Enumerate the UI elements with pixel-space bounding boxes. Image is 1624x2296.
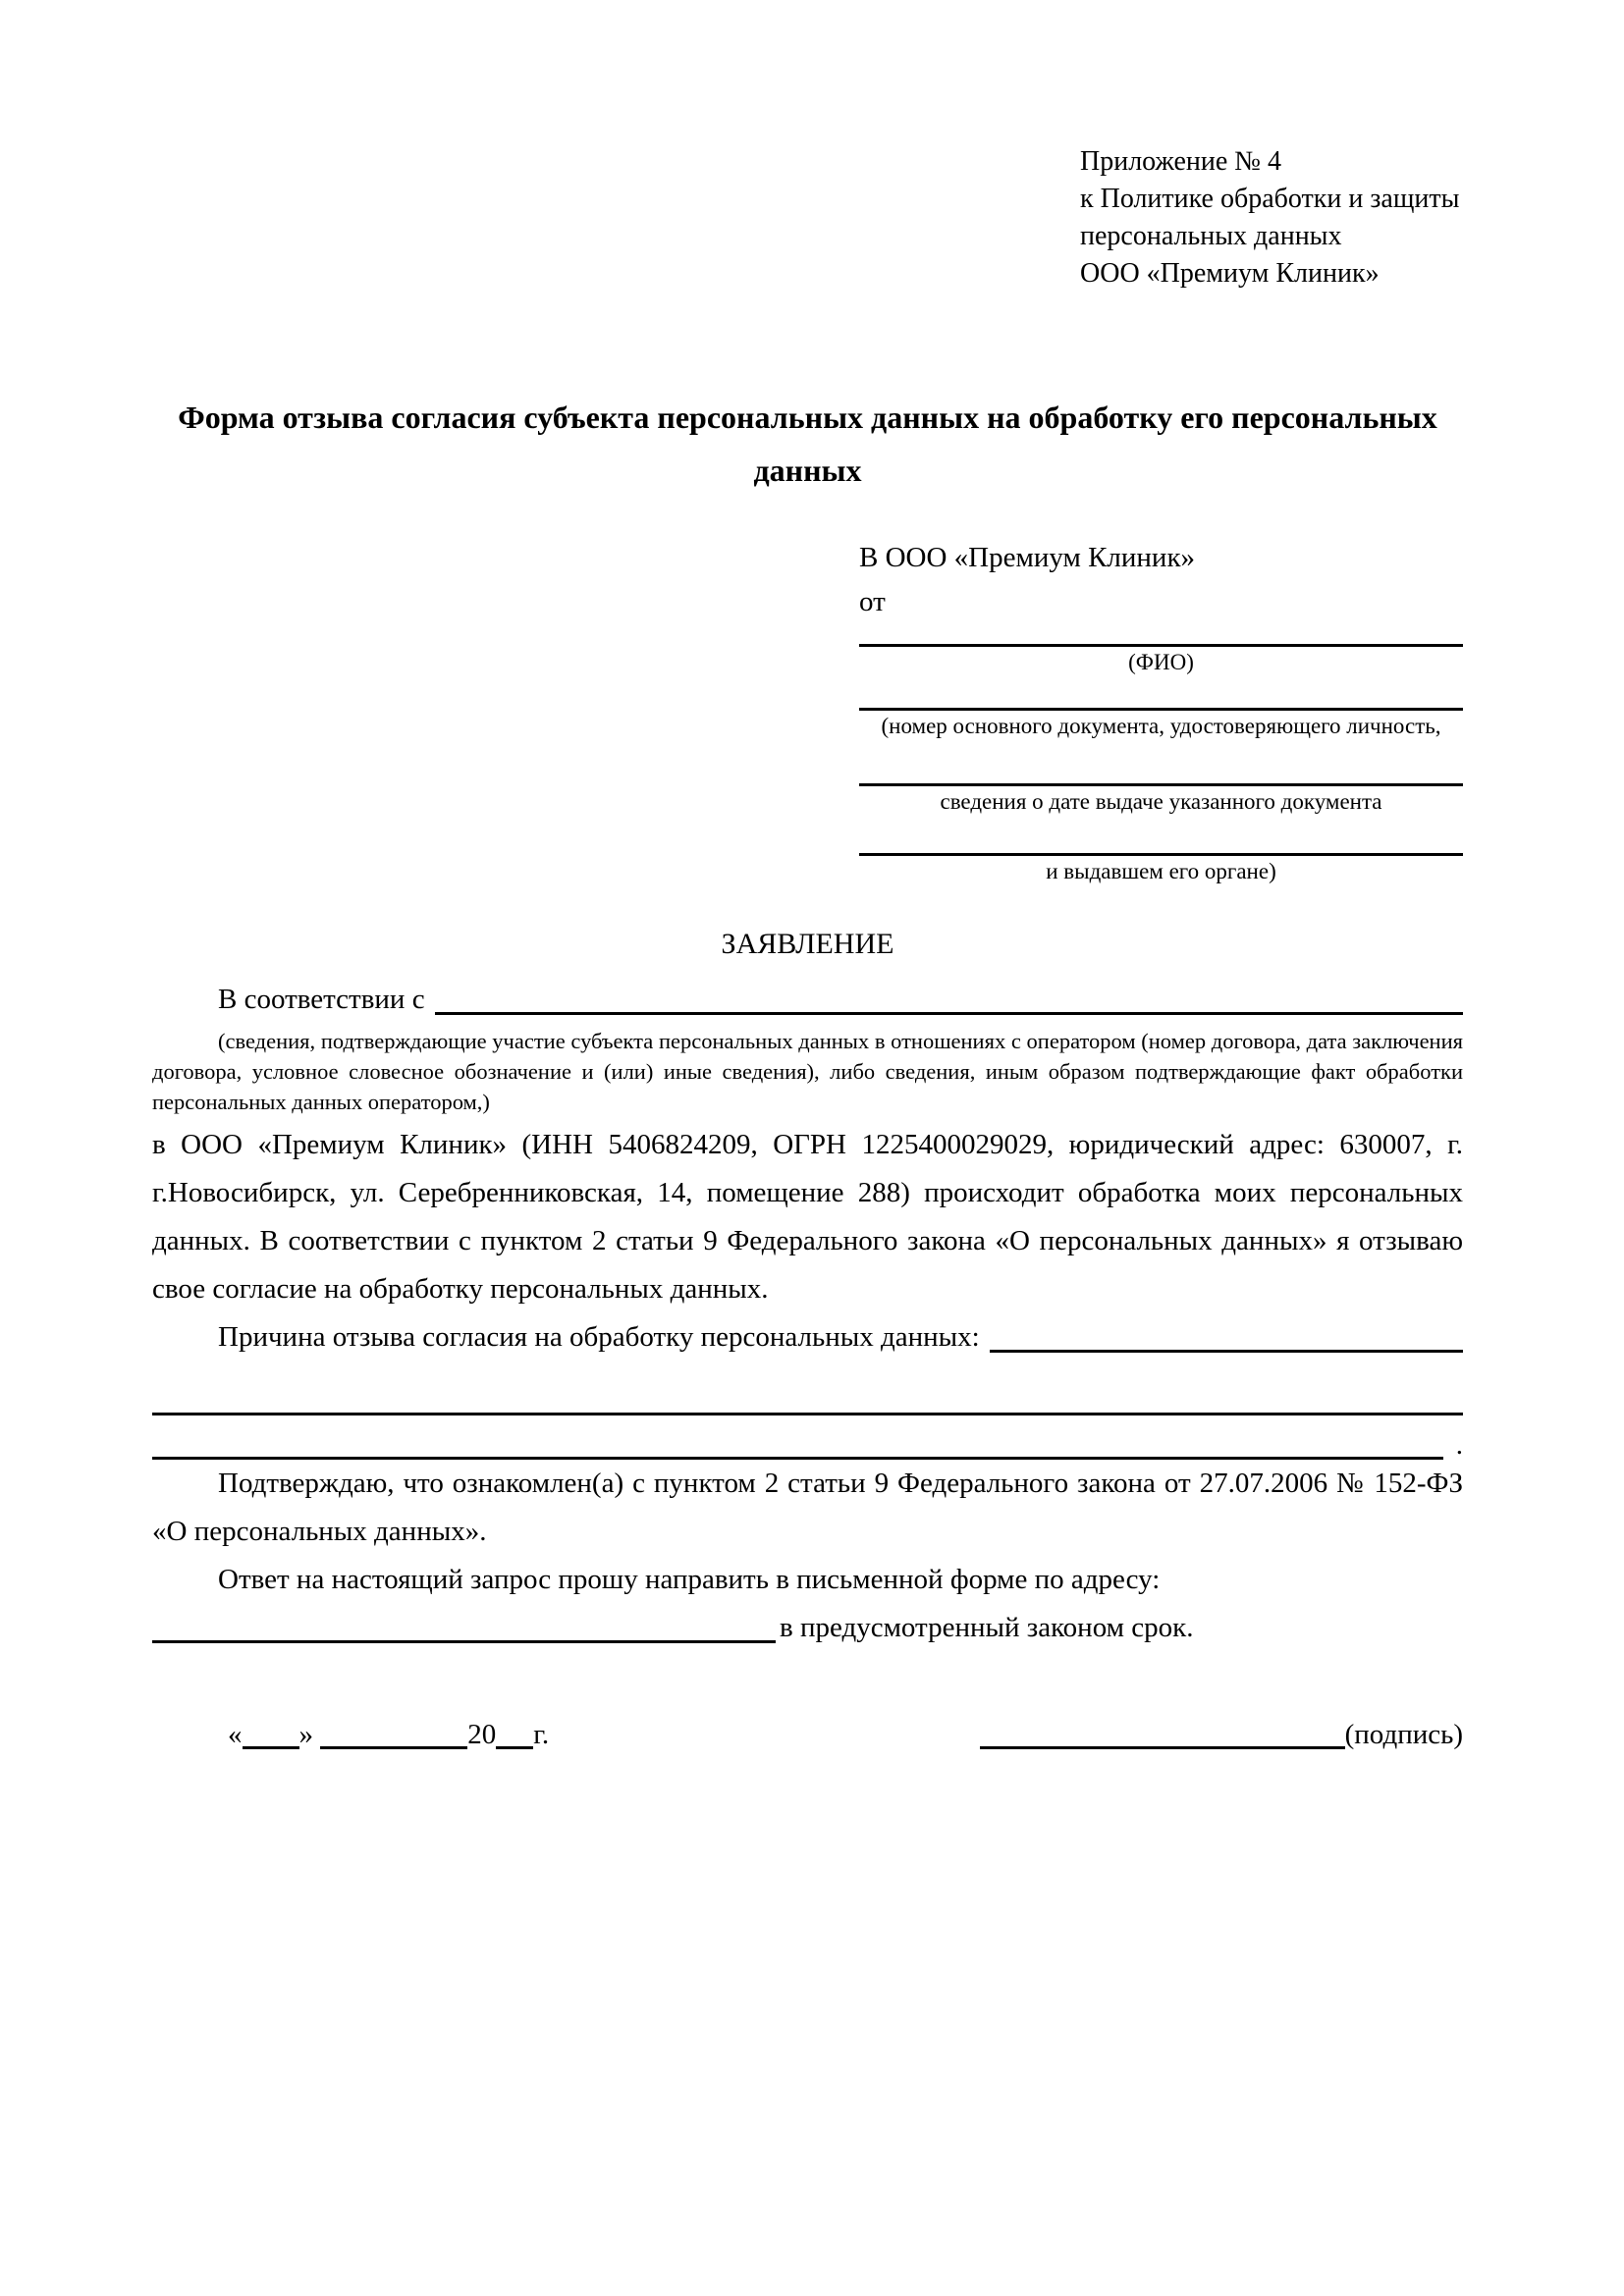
date-day-blank-line bbox=[243, 1718, 299, 1749]
statement-heading: ЗАЯВЛЕНИЕ bbox=[721, 928, 894, 960]
appendix-header-line: Приложение № 4 bbox=[1080, 146, 1281, 177]
intro-prefix: В соответствии с bbox=[218, 984, 425, 1015]
appendix-header-line: ООО «Премиум Клиник» bbox=[1080, 258, 1380, 289]
reply-request-paragraph: Ответ на настоящий запрос прошу направить в письменной форме по адресу: bbox=[218, 1564, 1161, 1595]
reply-request-suffix: в предусмотренный законом срок. bbox=[780, 1612, 1194, 1643]
reason-blank-row-2 bbox=[152, 1415, 1463, 1460]
date-part bbox=[152, 1713, 549, 1756]
doc-issuer-caption: и выдавшем его органе) bbox=[1046, 859, 1276, 883]
statement-footnote: (сведения, подтверждающие участие субъекта персональных данных в отношениях с оператором (номер договора, дата заключения договора, условное словесное обозначение и (или) иные сведения), либо сведения, иным образом подтверждающие факт обработки персональных данных оператором,) bbox=[152, 1029, 1463, 1114]
signature-blank-line bbox=[980, 1718, 1345, 1749]
doc-number-blank-line bbox=[859, 678, 1463, 711]
date-quote-close: » bbox=[298, 1719, 313, 1750]
reason-blank-line bbox=[990, 1313, 1463, 1353]
date-year-blank-line bbox=[496, 1718, 533, 1749]
intro-blank-line bbox=[435, 976, 1463, 1015]
appendix-header-line: персональных данных bbox=[1080, 221, 1342, 251]
addressee-block bbox=[859, 536, 1463, 887]
addressee-to: В ООО «Премиум Клиник» bbox=[859, 542, 1196, 573]
intro-line bbox=[152, 976, 1463, 1024]
date-quote-open: « bbox=[228, 1719, 243, 1750]
signature-part bbox=[980, 1713, 1463, 1756]
signature-caption: (подпись) bbox=[1344, 1719, 1463, 1750]
reply-address-line bbox=[152, 1604, 1463, 1652]
addressee-from-label: от bbox=[859, 586, 886, 617]
appendix-header-line: к Политике обработки и защиты bbox=[1080, 184, 1460, 214]
doc-date-blank-line bbox=[859, 742, 1463, 786]
fio-blank-line bbox=[859, 624, 1463, 647]
date-year-suffix: г. bbox=[533, 1719, 550, 1750]
date-year-prefix: 20 bbox=[467, 1719, 497, 1750]
reason-label: Причина отзыва согласия на обработку персональных данных: bbox=[218, 1321, 980, 1353]
doc-number-caption: (номер основного документа, удостоверяющего личность, bbox=[881, 714, 1441, 738]
reason-line bbox=[152, 1313, 1463, 1362]
reply-address-blank-line bbox=[152, 1604, 776, 1643]
statement-body: в ООО «Премиум Клиник» (ИНН 5406824209, ОГРН 1225400029029, юридический адрес: 630007, г. г.Новосибирск, ул. Серебренниковская, 14, помещение 288) происходит обработка моих персональных данных. В соответствии с пунктом 2 статьи 9 Федерального закона «О персональных данных» я отзываю свое согласие на обработку персональных данных. bbox=[152, 1129, 1463, 1305]
reason-end-period: . bbox=[1455, 1429, 1463, 1461]
confirmation-paragraph: Подтверждаю, что ознакомлен(а) с пунктом 2 статьи 9 Федерального закона от 27.07.2006 № 152-ФЗ «О персональных данных». bbox=[152, 1468, 1463, 1547]
reason-blank-row-1 bbox=[152, 1362, 1463, 1415]
reason-blank-row-2-line bbox=[152, 1415, 1443, 1460]
date-signature-row bbox=[152, 1713, 1463, 1756]
document-title: Форма отзыва согласия субъекта персональных данных на обработку его персональных данных bbox=[178, 400, 1437, 488]
doc-issuer-blank-line bbox=[859, 818, 1463, 856]
fio-caption: (ФИО) bbox=[1128, 650, 1194, 674]
appendix-header bbox=[1080, 0, 1463, 293]
date-month-blank-line bbox=[320, 1718, 467, 1749]
doc-date-caption: сведения о дате выдаче указанного документа bbox=[940, 789, 1382, 814]
